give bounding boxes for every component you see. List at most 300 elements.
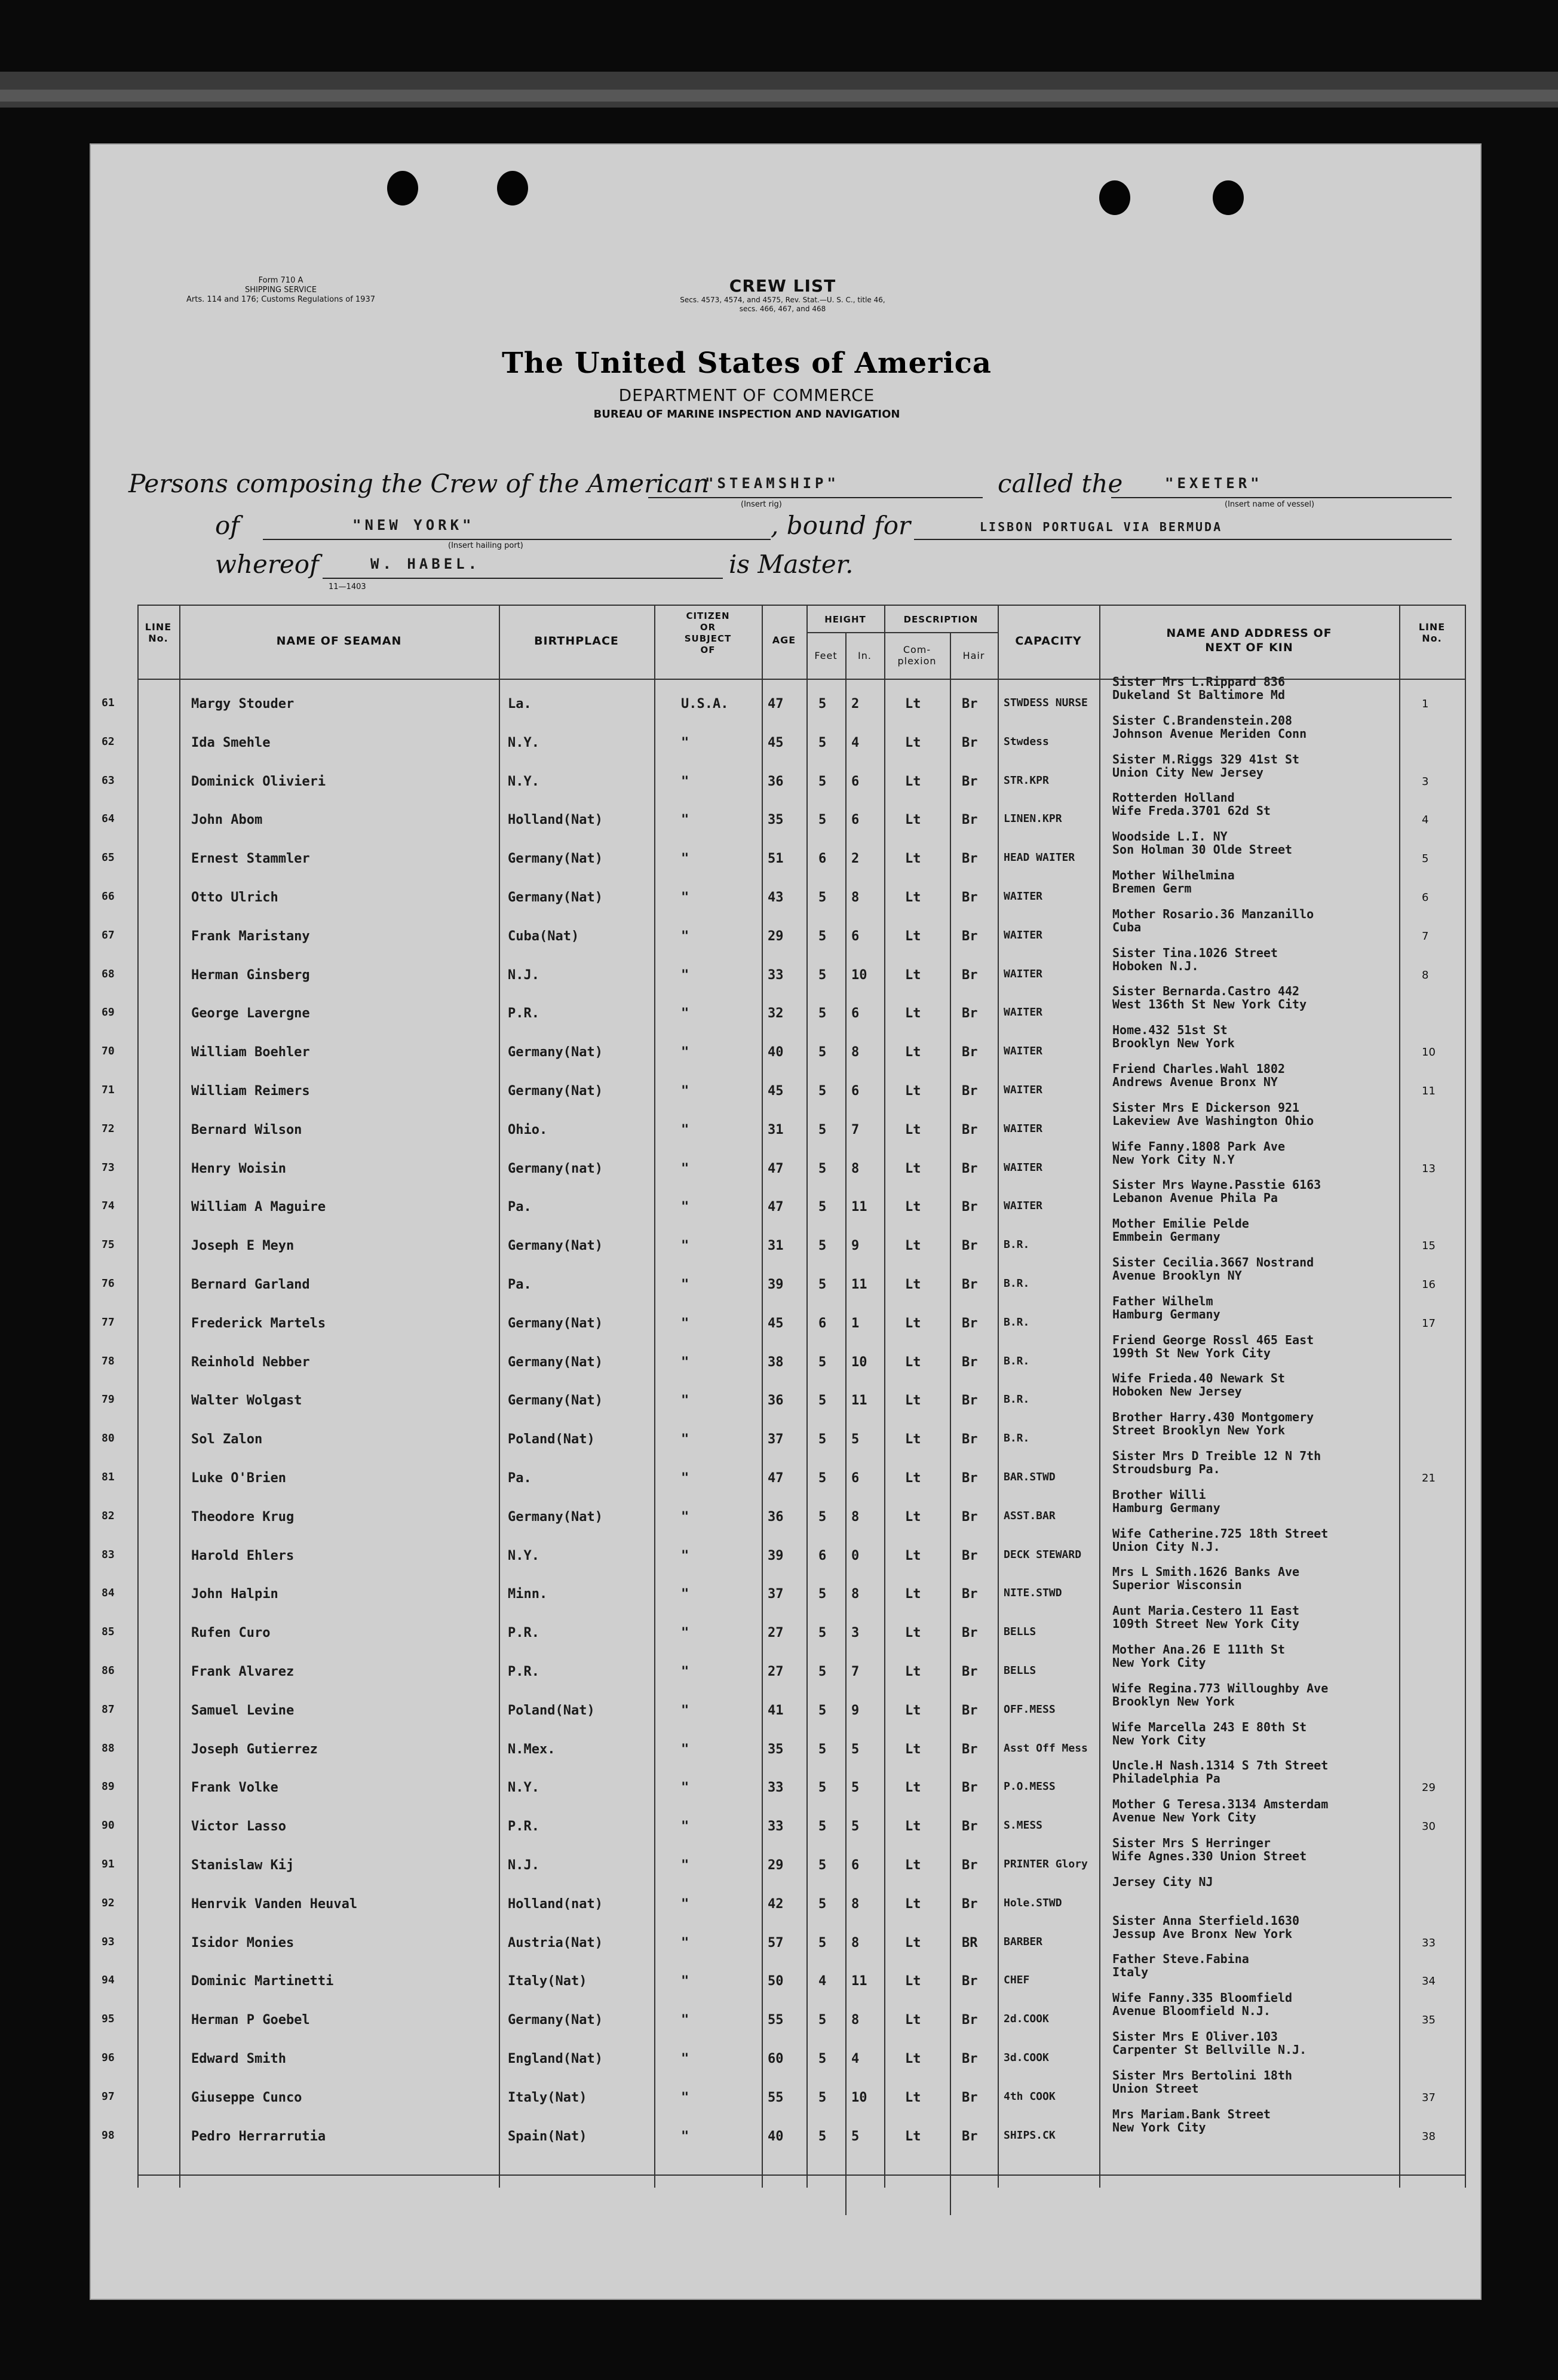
capacity: WAITER: [1004, 928, 1043, 941]
birthplace: Italy(Nat): [508, 2090, 587, 2105]
seaman-name: Reinhold Nebber: [191, 1354, 310, 1370]
complexion: Lt: [905, 1741, 921, 1757]
height-feet: 5: [818, 1780, 827, 1796]
row-counter: 93: [102, 1935, 115, 1948]
seaman-name: Dominic Martinetti: [191, 1974, 334, 1989]
complexion: Lt: [905, 1625, 921, 1641]
seaman-name: Edward Smith: [191, 2051, 286, 2066]
complexion: Lt: [905, 1664, 921, 1679]
height-feet: 6: [818, 851, 827, 867]
capacity: HEAD WAITER: [1004, 851, 1075, 864]
height-inches: 6: [851, 1471, 860, 1486]
height-feet: 5: [818, 1122, 827, 1137]
capacity: WAITER: [1004, 890, 1043, 903]
rig-underline: [648, 497, 983, 498]
height-inches: 2: [851, 697, 860, 711]
line-number-right: 37: [1422, 2091, 1436, 2104]
seaman-name: Henry Woisin: [191, 1161, 286, 1176]
next-of-kin: Sister Tina.1026 Street Hoboken N.J.: [1112, 946, 1278, 973]
next-of-kin: Father Wilhelm Hamburg Germany: [1112, 1294, 1220, 1321]
destination: LISBON PORTUGAL VIA BERMUDA: [980, 520, 1223, 534]
seaman-name: Frank Alvarez: [191, 1664, 295, 1679]
height-inches: 11: [851, 1393, 867, 1409]
seaman-name: Margy Stouder: [191, 697, 295, 711]
next-of-kin: Sister Anna Sterfield.1630 Jessup Ave Bronx New York: [1112, 1913, 1300, 1940]
seaman-name: William A Maguire: [191, 1200, 326, 1215]
age: 57: [768, 1935, 784, 1950]
height-inches: 10: [851, 967, 867, 983]
height-inches: 0: [851, 1548, 860, 1563]
age: 45: [768, 1315, 784, 1331]
complexion: Lt: [905, 890, 921, 905]
capacity: WAITER: [1004, 1161, 1043, 1174]
row-counter: 64: [102, 812, 115, 826]
age: 36: [768, 774, 784, 789]
capacity: Hole.STWD: [1004, 1896, 1062, 1909]
row-counter: 76: [102, 1277, 115, 1290]
capacity: BAR.STWD: [1004, 1471, 1056, 1483]
height-inches: 8: [851, 1509, 860, 1525]
birthplace: England(Nat): [508, 2051, 603, 2066]
age: 41: [768, 1703, 784, 1718]
capacity: WAITER: [1004, 1084, 1043, 1096]
header-line-no-right: LINE No.: [1418, 621, 1446, 644]
height-inches: 5: [851, 2128, 860, 2144]
seaman-name: Otto Ulrich: [191, 890, 278, 905]
seaman-name: Herman P Goebel: [191, 2013, 310, 2028]
height-feet: 5: [818, 1703, 827, 1718]
hair: Br: [962, 1819, 978, 1835]
seaman-name: John Halpin: [191, 1587, 278, 1602]
citizenship: ": [681, 1200, 689, 1215]
height-inches: 4: [851, 2051, 860, 2066]
header-line-no: LINE No.: [145, 621, 172, 644]
seaman-name: Herman Ginsberg: [191, 967, 310, 983]
birthplace: Germany(Nat): [508, 1393, 603, 1409]
complexion: Lt: [905, 1084, 921, 1099]
citizenship: ": [681, 1315, 689, 1331]
age: 37: [768, 1432, 784, 1447]
seaman-name: Harold Ehlers: [191, 1548, 295, 1563]
row-counter: 66: [102, 890, 115, 903]
line-number-right: 1: [1422, 698, 1429, 710]
age: 40: [768, 2128, 784, 2144]
rig-caption: (Insert rig): [741, 500, 782, 509]
line-number-right: 8: [1422, 968, 1429, 982]
table-row: [90, 2107, 1482, 2158]
age: 47: [768, 1471, 784, 1486]
whereof-text: whereof: [215, 550, 319, 579]
hair: Br: [962, 1625, 978, 1641]
age: 45: [768, 735, 784, 750]
hair: Br: [962, 1084, 978, 1099]
complexion: Lt: [905, 1935, 921, 1950]
row-counter: 62: [102, 735, 115, 748]
height-feet: 5: [818, 2013, 827, 2028]
next-of-kin: Father Steve.Fabina Italy: [1112, 1952, 1249, 1979]
seaman-name: William Reimers: [191, 1084, 310, 1099]
country-title: The United States of America: [501, 346, 992, 380]
citizenship: ": [681, 1045, 689, 1060]
citizenship: ": [681, 1858, 689, 1873]
birthplace: P.R.: [508, 1006, 539, 1022]
of-text: of: [215, 511, 240, 540]
citizenship: ": [681, 1780, 689, 1796]
height-feet: 5: [818, 1238, 827, 1254]
age: 43: [768, 890, 784, 905]
height-inches: 5: [851, 1780, 860, 1796]
header-citizen: CITIZEN OR SUBJECT OF: [684, 611, 732, 655]
birthplace: Poland(Nat): [508, 1703, 595, 1718]
next-of-kin: Brother Willi Hamburg Germany: [1112, 1488, 1220, 1514]
line-number-right: 7: [1422, 930, 1429, 943]
birthplace: Germany(Nat): [508, 1238, 603, 1254]
line-number-right: 4: [1422, 814, 1429, 827]
binder-hole-4: [1213, 180, 1244, 215]
row-counter: 91: [102, 1858, 115, 1870]
height-inches: 5: [851, 1432, 860, 1447]
scan-edge-band-light: [0, 90, 1558, 102]
citizenship: ": [681, 1587, 689, 1602]
height-inches: 8: [851, 1045, 860, 1060]
birthplace: N.Y.: [508, 774, 539, 789]
capacity: WAITER: [1004, 1045, 1043, 1058]
row-counter: 87: [102, 1703, 115, 1716]
height-feet: 5: [818, 1432, 827, 1447]
seaman-name: Bernard Garland: [191, 1277, 310, 1292]
row-counter: 81: [102, 1471, 115, 1483]
birthplace: Germany(Nat): [508, 890, 603, 905]
header-description: DESCRIPTION: [903, 614, 979, 625]
next-of-kin: Mother Emilie Pelde Emmbein Germany: [1112, 1217, 1249, 1244]
vessel-name: "EXETER": [1165, 475, 1263, 492]
citizenship: ": [681, 1393, 689, 1409]
complexion: Lt: [905, 1509, 921, 1525]
bureau-name: BUREAU OF MARINE INSPECTION AND NAVIGATION: [593, 408, 900, 421]
capacity: BARBER: [1004, 1935, 1043, 1948]
capacity: 3d.COOK: [1004, 2051, 1049, 2064]
hair: Br: [962, 1974, 978, 1989]
citizenship: ": [681, 1548, 689, 1563]
hair: Br: [962, 967, 978, 983]
citizenship: ": [681, 1432, 689, 1447]
height-inches: 6: [851, 774, 860, 789]
next-of-kin: Friend George Rossl 465 East 199th St New York City: [1112, 1333, 1314, 1360]
capacity: WAITER: [1004, 1122, 1043, 1135]
capacity: Asst Off Mess: [1004, 1741, 1088, 1755]
called-text: called the: [998, 469, 1123, 498]
age: 35: [768, 1741, 784, 1757]
complexion: Lt: [905, 1045, 921, 1060]
next-of-kin: Mother Rosario.36 Manzanillo Cuba: [1112, 907, 1314, 934]
form-identifier: [131, 276, 430, 305]
height-inches: 7: [851, 1122, 860, 1137]
form-code: 11—1403: [329, 582, 366, 591]
complexion: Lt: [905, 1315, 921, 1331]
complexion: Lt: [905, 2051, 921, 2066]
complexion: Lt: [905, 1161, 921, 1176]
complexion: Lt: [905, 1548, 921, 1563]
hair: Br: [962, 2090, 978, 2105]
next-of-kin: Sister C.Brandenstein.208 Johnson Avenue Meriden Conn: [1112, 713, 1307, 740]
age: 39: [768, 1277, 784, 1292]
citizenship: ": [681, 1277, 689, 1292]
seaman-name: Ida Smehle: [191, 735, 271, 750]
row-counter: 94: [102, 1974, 115, 1987]
birthplace: N.Mex.: [508, 1741, 556, 1757]
capacity: NITE.STWD: [1004, 1587, 1062, 1600]
height-inches: 6: [851, 1084, 860, 1099]
birthplace: N.J.: [508, 967, 539, 983]
birthplace: Cuba(Nat): [508, 928, 579, 944]
seaman-name: Victor Lasso: [191, 1819, 286, 1835]
birthplace: N.Y.: [508, 1548, 539, 1563]
complexion: Lt: [905, 1200, 921, 1215]
hair: Br: [962, 1315, 978, 1331]
hailing-port: "NEW YORK": [352, 517, 475, 533]
hair: Br: [962, 697, 978, 711]
age: 27: [768, 1625, 784, 1641]
seaman-name: Frank Maristany: [191, 928, 310, 944]
master-underline: [323, 578, 723, 579]
complexion: Lt: [905, 967, 921, 983]
row-counter: 63: [102, 774, 115, 787]
seaman-name: Bernard Wilson: [191, 1122, 302, 1137]
height-feet: 5: [818, 1393, 827, 1409]
complexion: Lt: [905, 851, 921, 867]
next-of-kin: Rotterden Holland Wife Freda.3701 62d St: [1112, 791, 1271, 818]
height-feet: 5: [818, 774, 827, 789]
citizenship: ": [681, 1703, 689, 1718]
hair: Br: [962, 2051, 978, 2066]
vessel-caption: (Insert name of vessel): [1225, 500, 1315, 509]
height-feet: 5: [818, 2090, 827, 2105]
citizenship: ": [681, 1354, 689, 1370]
citizenship: ": [681, 2051, 689, 2066]
capacity: 2d.COOK: [1004, 2013, 1049, 2026]
height-feet: 5: [818, 812, 827, 828]
age: 42: [768, 1896, 784, 1912]
port-underline: [263, 539, 771, 540]
citizenship: ": [681, 1896, 689, 1912]
height-inches: 11: [851, 1974, 867, 1989]
next-of-kin: Sister Mrs E Dickerson 921 Lakeview Ave Washington Ohio: [1112, 1100, 1314, 1127]
birthplace: N.J.: [508, 1858, 539, 1873]
capacity: S.MESS: [1004, 1819, 1043, 1832]
seaman-name: George Lavergne: [191, 1006, 310, 1022]
header-complexion: Com- plexion: [897, 644, 937, 667]
master-suffix: is Master.: [729, 550, 854, 579]
next-of-kin: Home.432 51st St Brooklyn New York: [1112, 1023, 1235, 1050]
age: 47: [768, 1200, 784, 1215]
hair: Br: [962, 1238, 978, 1254]
next-of-kin: Jersey City NJ: [1112, 1875, 1213, 1888]
line-number-right: 30: [1422, 1820, 1436, 1833]
statute-line-2: secs. 466, 467, and 468: [739, 305, 826, 313]
capacity: P.O.MESS: [1004, 1780, 1056, 1793]
complexion: Lt: [905, 1858, 921, 1873]
height-feet: 5: [818, 1200, 827, 1215]
hair: Br: [962, 1548, 978, 1563]
form-number: Form 710 A: [258, 276, 303, 285]
department-name: DEPARTMENT OF COMMERCE: [618, 385, 875, 405]
capacity: B.R.: [1004, 1238, 1030, 1252]
seaman-name: Henrvik Vanden Heuval: [191, 1896, 358, 1912]
citizenship: ": [681, 851, 689, 867]
height-inches: 6: [851, 1006, 860, 1022]
citizenship: ": [681, 1664, 689, 1679]
line-number-right: 17: [1422, 1317, 1436, 1330]
seaman-name: Rufen Curo: [191, 1625, 271, 1641]
age: 60: [768, 2051, 784, 2066]
capacity: B.R.: [1004, 1354, 1030, 1367]
hair: Br: [962, 1354, 978, 1370]
birthplace: N.Y.: [508, 735, 539, 750]
age: 29: [768, 1858, 784, 1873]
row-counter: 98: [102, 2128, 115, 2142]
complexion: Lt: [905, 1006, 921, 1022]
height-feet: 5: [818, 1509, 827, 1525]
row-counter: 97: [102, 2090, 115, 2103]
height-inches: 8: [851, 1935, 860, 1950]
next-of-kin: Sister Mrs L.Rippard 836 Dukeland St Baltimore Md: [1112, 675, 1285, 701]
hair: Br: [962, 735, 978, 750]
hair: Br: [962, 1509, 978, 1525]
header-capacity: CAPACITY: [1015, 634, 1082, 648]
crew-list-page: [90, 143, 1482, 2300]
row-counter: 83: [102, 1548, 115, 1561]
seaman-name: Theodore Krug: [191, 1509, 295, 1525]
citizenship: ": [681, 774, 689, 789]
complexion: Lt: [905, 1393, 921, 1409]
row-counter: 90: [102, 1819, 115, 1832]
master-name: W. HABEL.: [370, 556, 481, 572]
seaman-name: Samuel Levine: [191, 1703, 295, 1718]
height-feet: 4: [818, 1974, 827, 1989]
row-counter: 70: [102, 1045, 115, 1058]
age: 55: [768, 2090, 784, 2105]
hair: Br: [962, 1277, 978, 1292]
capacity: Stwdess: [1004, 735, 1049, 748]
height-feet: 5: [818, 1664, 827, 1679]
birthplace: Pa.: [508, 1200, 532, 1215]
binder-hole-3: [1099, 180, 1130, 215]
complexion: Lt: [905, 1354, 921, 1370]
height-feet: 5: [818, 1277, 827, 1292]
age: 37: [768, 1587, 784, 1602]
height-feet: 5: [818, 1858, 827, 1873]
height-feet: 5: [818, 890, 827, 905]
birthplace: Spain(Nat): [508, 2128, 587, 2144]
capacity: B.R.: [1004, 1393, 1030, 1406]
next-of-kin: Sister Mrs S Herringer Wife Agnes.330 Union Street: [1112, 1836, 1307, 1863]
row-counter: 65: [102, 851, 115, 864]
persons-text: Persons composing the Crew of the American: [128, 469, 710, 498]
citizenship: ": [681, 1238, 689, 1254]
height-inches: 10: [851, 2090, 867, 2105]
birthplace: Italy(Nat): [508, 1974, 587, 1989]
row-counter: 69: [102, 1006, 115, 1019]
citizenship: ": [681, 2090, 689, 2105]
citizenship: ": [681, 890, 689, 905]
row-counter: 71: [102, 1084, 115, 1096]
next-of-kin: Mother Ana.26 E 111th St New York City: [1112, 1643, 1285, 1669]
height-feet: 5: [818, 1471, 827, 1486]
seaman-name: Giuseppe Cunco: [191, 2090, 302, 2105]
hair: Br: [962, 1006, 978, 1022]
birthplace: Pa.: [508, 1277, 532, 1292]
height-inches: 11: [851, 1277, 867, 1292]
age: 35: [768, 812, 784, 828]
age: 33: [768, 1819, 784, 1835]
age: 36: [768, 1509, 784, 1525]
row-counter: 92: [102, 1896, 115, 1909]
next-of-kin: Uncle.H Nash.1314 S 7th Street Philadelphia Pa: [1112, 1759, 1329, 1786]
age: 40: [768, 1045, 784, 1060]
capacity: PRINTER Glory: [1004, 1858, 1088, 1870]
header-height: HEIGHT: [824, 614, 866, 625]
next-of-kin: Sister Cecilia.3667 Nostrand Avenue Brooklyn NY: [1112, 1256, 1314, 1282]
complexion: Lt: [905, 1819, 921, 1835]
age: 31: [768, 1238, 784, 1254]
hair: Br: [962, 1393, 978, 1409]
seaman-name: Ernest Stammler: [191, 851, 310, 867]
hair: Br: [962, 812, 978, 828]
age: 47: [768, 697, 784, 711]
seaman-name: Dominick Olivieri: [191, 774, 326, 789]
seaman-name: William Boehler: [191, 1045, 310, 1060]
capacity: B.R.: [1004, 1315, 1030, 1329]
complexion: Lt: [905, 1780, 921, 1796]
seaman-name: Joseph E Meyn: [191, 1238, 295, 1254]
complexion: Lt: [905, 1896, 921, 1912]
height-inches: 1: [851, 1315, 860, 1331]
capacity: WAITER: [1004, 967, 1043, 980]
hair: Br: [962, 1664, 978, 1679]
citizenship: ": [681, 967, 689, 983]
row-counter: 77: [102, 1315, 115, 1329]
citizenship: ": [681, 1084, 689, 1099]
capacity: BELLS: [1004, 1664, 1036, 1677]
birthplace: Germany(Nat): [508, 851, 603, 867]
age: 32: [768, 1006, 784, 1022]
birthplace: P.R.: [508, 1819, 539, 1835]
citizenship: ": [681, 928, 689, 944]
height-feet: 5: [818, 928, 827, 944]
citizenship: ": [681, 1006, 689, 1022]
age: 38: [768, 1354, 784, 1370]
line-number-right: 34: [1422, 1975, 1436, 1988]
capacity: B.R.: [1004, 1432, 1030, 1445]
header-hair: Hair: [962, 650, 985, 661]
complexion: Lt: [905, 1432, 921, 1447]
hair: Br: [962, 774, 978, 789]
port-caption: (Insert hailing port): [448, 541, 523, 550]
height-feet: 5: [818, 697, 827, 711]
row-counter: 88: [102, 1741, 115, 1755]
birthplace: Germany(Nat): [508, 1045, 603, 1060]
hair: BR: [962, 1935, 978, 1950]
height-inches: 11: [851, 1200, 867, 1215]
height-inches: 6: [851, 1858, 860, 1873]
row-counter: 67: [102, 928, 115, 941]
line-number-right: 35: [1422, 2014, 1436, 2027]
page-title: CREW LIST: [729, 276, 836, 296]
capacity: LINEN.KPR: [1004, 812, 1062, 826]
birthplace: N.Y.: [508, 1780, 539, 1796]
height-inches: 3: [851, 1625, 860, 1641]
citizenship: ": [681, 1974, 689, 1989]
